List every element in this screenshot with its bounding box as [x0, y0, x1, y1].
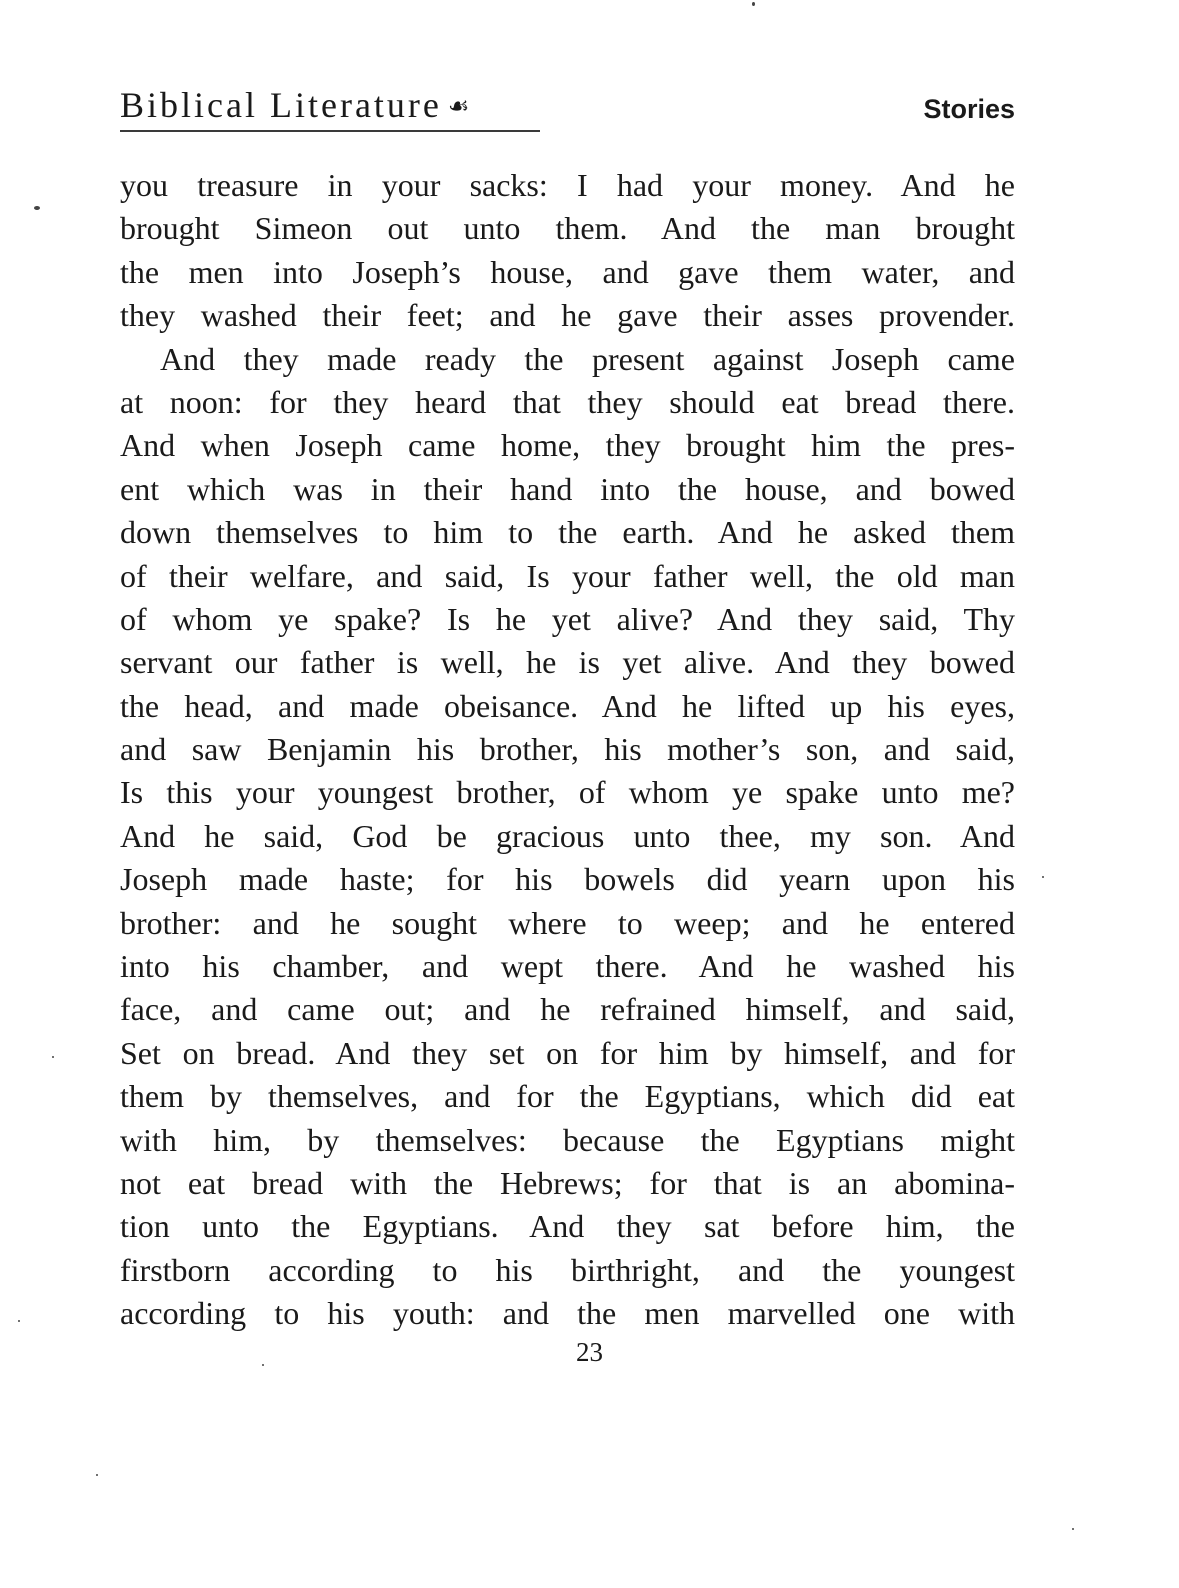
header-rule [120, 130, 540, 132]
scan-speck [752, 2, 755, 6]
text-line: you treasure in your sacks: I had your money. And he [120, 167, 1015, 203]
text-line: not eat bread with the Hebrews; for that is an abomina- [120, 1164, 1015, 1201]
scan-speck [1072, 1528, 1074, 1530]
text-line: firstborn according to his birthright, and the youngest [120, 1251, 1015, 1288]
text-line: according to his youth: and the men marvelled one with [120, 1295, 1015, 1332]
text-line: servant our father is well, he is yet alive. And they bowed [120, 644, 1015, 681]
text-line: tion unto the Egyptians. And they sat before him, the [120, 1208, 1015, 1245]
text-line: of whom ye spake? Is he yet alive? And they said, Thy [120, 600, 1015, 637]
running-title-text: Biblical Literature [120, 85, 442, 125]
scan-speck [1042, 876, 1044, 878]
section-label: Stories [923, 94, 1015, 124]
text-line: Joseph made haste; for his bowels did yearn upon his [120, 861, 1015, 898]
text-line: the men into Joseph’s house, and gave them water, and [120, 253, 1015, 290]
paragraph-first-line: And they made ready the present against Joseph came [160, 340, 1015, 377]
text-line: with him, by themselves: because the Egyptians might [120, 1121, 1015, 1158]
page-number: 23 [576, 1337, 603, 1367]
text-line: And when Joseph came home, they brought him the pres- [120, 427, 1015, 464]
text-line: brother: and he sought where to weep; and he entered [120, 904, 1015, 941]
text-line: Is this your youngest brother, of whom ye spake unto me? [120, 774, 1015, 811]
text-line: And he said, God be gracious unto thee, my son. And [120, 817, 1015, 854]
running-head [120, 82, 1015, 136]
running-title [120, 82, 469, 130]
scan-speck [262, 1364, 264, 1366]
fleuron-ornament-icon: ☙ [447, 94, 470, 120]
text-line: at noon: for they heard that they should eat bread there. [120, 383, 1015, 420]
text-line: Set on bread. And they set on for him by himself, and for [120, 1034, 1015, 1071]
text-line: ent which was in their hand into the house, and bowed [120, 470, 1015, 507]
text-line: face, and came out; and he refrained himself, and said, [120, 991, 1015, 1028]
text-line: the head, and made obeisance. And he lifted up his eyes, [120, 687, 1015, 724]
text-line: into his chamber, and wept there. And he washed his [120, 948, 1015, 985]
text-line: down themselves to him to the earth. And he asked them [120, 514, 1015, 551]
text-line: them by themselves, and for the Egyptians, which did eat [120, 1078, 1015, 1115]
text-line: and saw Benjamin his brother, his mother’s son, and said, [120, 731, 1015, 768]
scan-speck [34, 206, 40, 210]
text-line: brought Simeon out unto them. And the man brought [120, 210, 1015, 247]
text-line: of their welfare, and said, Is your father well, the old man [120, 557, 1015, 594]
text-line: they washed their feet; and he gave their asses provender. [120, 297, 1015, 334]
scan-speck [52, 1056, 54, 1058]
body-text [120, 164, 1015, 1336]
scan-speck [96, 1474, 98, 1476]
scan-speck [18, 1320, 20, 1322]
